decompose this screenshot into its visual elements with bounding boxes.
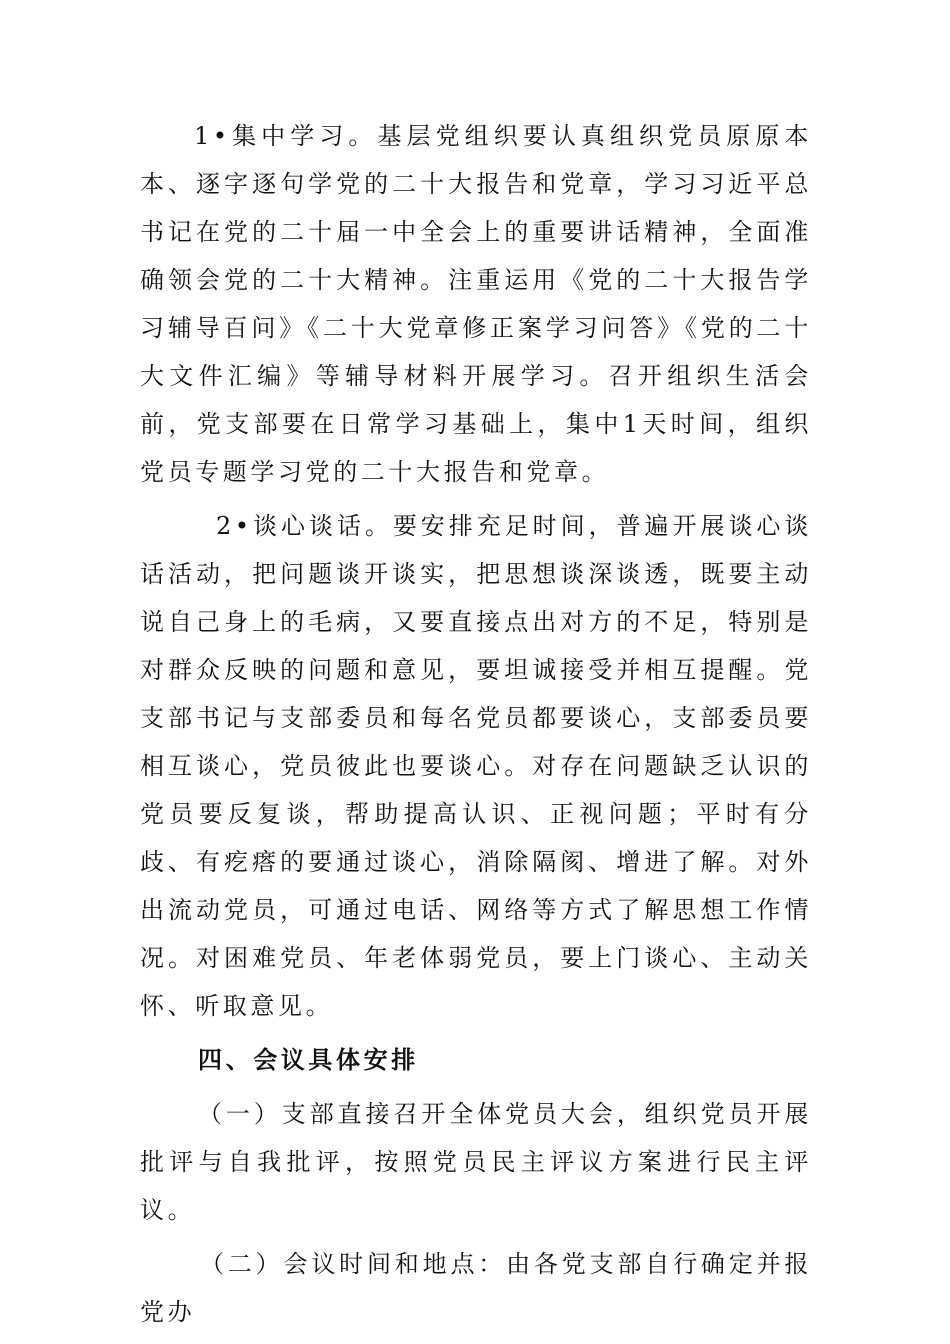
paragraph-centralized-study: 1•集中学习。基层党组织要认真组织党员原原本本、逐字逐句学党的二十大报告和党章，学习习近平总书记在党的二十届一中全会上的重要讲话精神，全面准确领会党的二十大精神。注重运用《党的二十大报告学习辅导百问》《二十大党章修正案学习问答》《党的二十大文件汇编》等辅导材料开展学习。召开组织生活会前，党支部要在日常学习基础上，集中1天时间，组织党员专题学习党的二十大报告和党章。 bbox=[140, 122, 812, 486]
document-page bbox=[140, 112, 812, 1336]
paragraph-branch-meeting: （一）支部直接召开全体党员大会，组织党员开展批评与自我批评，按照党员民主评议方案进行民主评议。 bbox=[140, 1100, 812, 1224]
paragraph-meeting-time-place: （二）会议时间和地点：由各党支部自行确定并报党办 bbox=[140, 1250, 812, 1326]
paragraph-heart-to-heart-talk: 2•谈心谈话。要安排充足时间，普遍开展谈心谈话活动，把问题谈开谈实，把思想谈深谈透，既要主动说自己身上的毛病，又要直接点出对方的不足，特别是对群众反映的问题和意见，要坦诚接受并相互提醒。党支部书记与支部委员和每名党员都要谈心，支部委员要相互谈心，党员彼此也要谈心。对存在问题缺乏认识的党员要反复谈，帮助提高认识、正视问题；平时有分歧、有疙瘩的要通过谈心，消除隔阂、增进了解。对外出流动党员，可通过电话、网络等方式了解思想工作情况。对困难党员、年老体弱党员，要上门谈心、主动关怀、听取意见。 bbox=[140, 512, 812, 1020]
section-heading-meeting-arrangements: 四、会议具体安排 bbox=[198, 1045, 419, 1074]
